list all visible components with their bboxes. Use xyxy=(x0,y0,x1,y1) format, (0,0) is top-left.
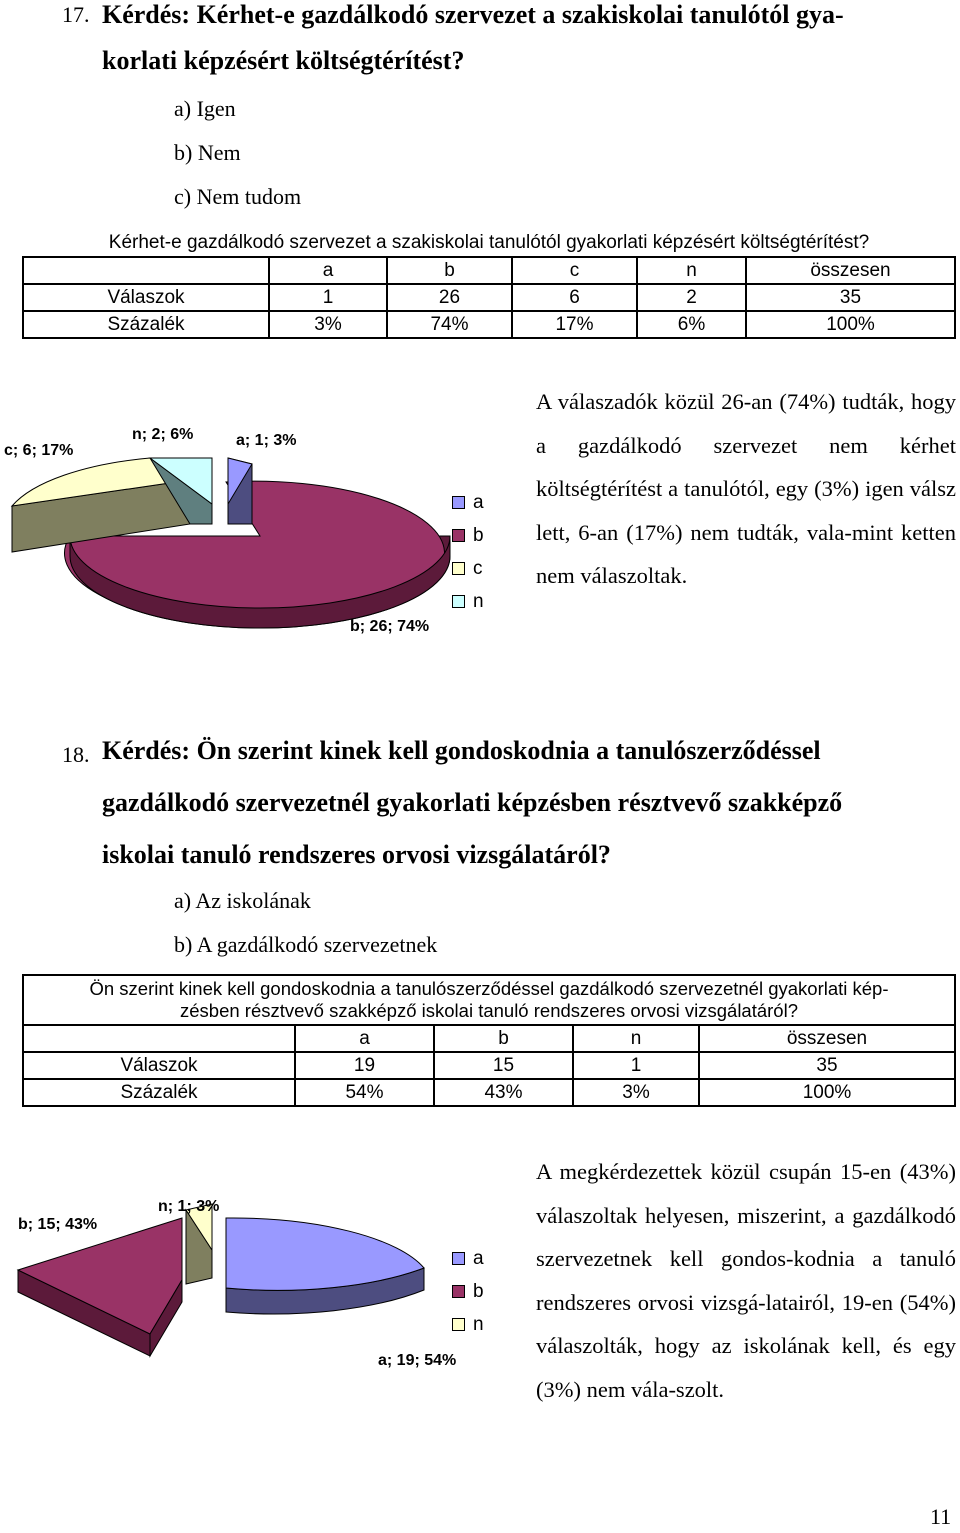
legend-item xyxy=(452,585,484,618)
table-cell: 6 xyxy=(512,284,637,311)
legend-item xyxy=(452,1242,484,1275)
table-cell: 3% xyxy=(269,311,387,338)
table-cell: 100% xyxy=(699,1079,955,1106)
q17-label-n: n; 2; 6% xyxy=(132,426,194,443)
legend-item xyxy=(452,1275,484,1308)
table-row xyxy=(23,284,955,311)
q18-pie-chart xyxy=(0,1180,470,1380)
pie-slice-a xyxy=(228,458,252,524)
pie-slice-b xyxy=(18,1218,182,1356)
table-header: összesen xyxy=(699,1025,955,1052)
table-cell: 15 xyxy=(434,1052,573,1079)
table-cell: 19 xyxy=(295,1052,434,1079)
legend-label: a xyxy=(473,491,484,513)
legend-swatch xyxy=(452,595,465,608)
q18-table-caption xyxy=(23,975,955,1025)
q18-table-caption-line2: zésben résztvevő szakképző iskolai tanuló rendszeres orvosi vizsgálatáról? xyxy=(180,1000,798,1021)
q17-option-b: b) Nem xyxy=(174,140,241,165)
q17-table xyxy=(22,230,956,339)
table-row xyxy=(23,1079,955,1106)
legend-item xyxy=(452,1308,484,1341)
table-header: összesen xyxy=(746,257,955,284)
q17-option-a: a) Igen xyxy=(174,96,236,121)
q18-title-line3: iskolai tanuló rendszeres orvosi vizsgálatáról? xyxy=(102,840,611,869)
legend-swatch xyxy=(452,1252,465,1265)
pie-slice-n xyxy=(186,1204,212,1284)
q18-number: 18. xyxy=(62,742,90,767)
table-cell: 3% xyxy=(573,1079,699,1106)
pie-slice-a xyxy=(226,1218,424,1314)
legend-swatch xyxy=(452,1285,465,1298)
table-cell xyxy=(23,257,269,284)
q17-table-caption: Kérhet-e gazdálkodó szervezet a szakiskolai tanulótól gyakorlati képzésért költségtérítést? xyxy=(108,232,870,253)
table-cell: 54% xyxy=(295,1079,434,1106)
q18-label-n: n; 1; 3% xyxy=(158,1198,220,1215)
q18-paragraph: A megkérdezettek közül csupán 15-en (43%) válaszoltak helyesen, miszerint, a gazdálkodó szervezetnek kell gondos-kodnia a tanuló rendszeres orvosi vizsgá-latairól, 19-en (54%) válaszolták, hogy az iskolának kell, és egy (3%) nem vála-szolt. xyxy=(536,1159,956,1402)
q17-label-a: a; 1; 3% xyxy=(236,432,297,449)
q17-legend xyxy=(452,486,484,618)
legend-label: b xyxy=(473,1280,484,1302)
table-cell: 2 xyxy=(637,284,746,311)
q18-title-line1: Kérdés: Ön szerint kinek kell gondoskodnia a tanulószerződéssel xyxy=(102,736,821,765)
table-cell: 1 xyxy=(573,1052,699,1079)
q18-legend xyxy=(452,1242,484,1341)
table-cell: 35 xyxy=(746,284,955,311)
q17-title-line2: korlati képzésért költségtérítést? xyxy=(102,46,465,75)
q17-number: 17. xyxy=(62,2,90,27)
q17-option-c: c) Nem tudom xyxy=(174,184,302,209)
q18-table xyxy=(22,974,956,1107)
legend-swatch xyxy=(452,562,465,575)
table-cell: 43% xyxy=(434,1079,573,1106)
q17-paragraph: A válaszadók közül 26-an (74%) tudták, hogy a gazdálkodó szervezet nem kérhet költségtérítést a tanulótól, egy (3%) igen válsz lett, 6-an (17%) nem tudták, vala-mint ketten nem válaszoltak. xyxy=(536,389,956,588)
table-cell: 26 xyxy=(387,284,512,311)
q18-title-line2: gazdálkodó szervezetnél gyakorlati képzésben résztvevő szakképző xyxy=(102,788,843,817)
table-header-row xyxy=(23,257,955,284)
table-header-row xyxy=(23,1025,955,1052)
legend-label: c xyxy=(473,557,483,579)
table-row xyxy=(23,311,955,338)
table-header: a xyxy=(295,1025,434,1052)
page-number: 11 xyxy=(930,1504,952,1529)
table-header: a xyxy=(269,257,387,284)
table-cell: Százalék xyxy=(23,311,269,338)
legend-item xyxy=(452,552,484,585)
table-cell: 6% xyxy=(637,311,746,338)
table-cell: 1 xyxy=(269,284,387,311)
legend-item xyxy=(452,519,484,552)
legend-swatch xyxy=(452,1318,465,1331)
q18-table-block xyxy=(22,974,956,1107)
q17-table-block xyxy=(22,230,956,339)
legend-label: n xyxy=(473,590,484,612)
table-header: c xyxy=(512,257,637,284)
table-cell xyxy=(23,1025,295,1052)
legend-swatch xyxy=(452,496,465,509)
q18-label-b: b; 15; 43% xyxy=(18,1216,98,1233)
q18-option-b: b) A gazdálkodó szervezetnek xyxy=(174,932,438,957)
table-cell: 74% xyxy=(387,311,512,338)
legend-item xyxy=(452,486,484,519)
table-header: b xyxy=(434,1025,573,1052)
legend-swatch xyxy=(452,529,465,542)
legend-label: b xyxy=(473,524,484,546)
q18-table-caption-line1: Ön szerint kinek kell gondoskodnia a tanulószerződéssel gazdálkodó szervezetnél gyakorlati kép- xyxy=(89,978,889,999)
table-row xyxy=(23,1052,955,1079)
table-cell: Válaszok xyxy=(23,1052,295,1079)
table-cell: 100% xyxy=(746,311,955,338)
table-header: n xyxy=(573,1025,699,1052)
q18-option-a: a) Az iskolának xyxy=(174,888,311,913)
q17-label-c: c; 6; 17% xyxy=(4,442,74,459)
q17-label-b: b; 26; 74% xyxy=(350,618,430,635)
q18-label-a: a; 19; 54% xyxy=(378,1352,457,1369)
table-cell: 35 xyxy=(699,1052,955,1079)
legend-label: a xyxy=(473,1247,484,1269)
table-cell: Válaszok xyxy=(23,284,269,311)
table-header: b xyxy=(387,257,512,284)
legend-label: n xyxy=(473,1313,484,1335)
table-header: n xyxy=(637,257,746,284)
table-cell: Százalék xyxy=(23,1079,295,1106)
table-cell: 17% xyxy=(512,311,637,338)
q17-title-line1: Kérdés: Kérhet-e gazdálkodó szervezet a szakiskolai tanulótól gya- xyxy=(102,0,844,29)
